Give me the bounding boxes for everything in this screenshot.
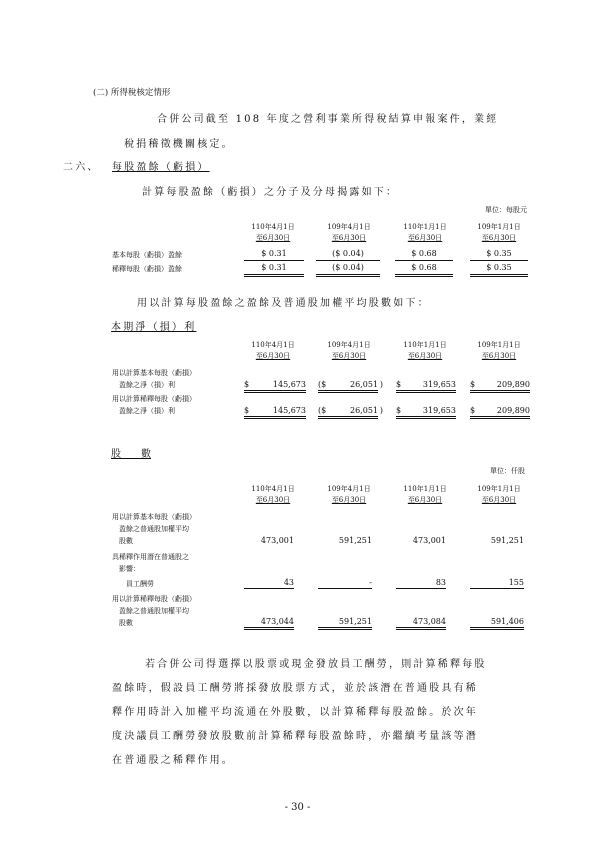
footer-para-line4: 度決議員工酬勞發放股數前計算稀釋每股盈餘時，亦繼續考量該等潛	[112, 731, 478, 742]
net-income-title: 本期淨（損）利	[111, 322, 197, 333]
shares-title: 股 數	[111, 449, 151, 460]
sh-row1-cell-2	[318, 536, 372, 546]
ni-col-header-3: 110年1月1日 至6月30日	[403, 341, 447, 360]
currency-symbol: $	[396, 380, 402, 389]
sh-row4-label-line1: 用以計算稀釋每股（虧損）	[112, 595, 196, 603]
ni-diluted-value-3: 319,653	[422, 406, 456, 415]
sh-row4-cell-3	[396, 617, 446, 630]
currency-symbol: $	[244, 406, 250, 415]
ni-diluted-value-2: 26,051	[350, 406, 378, 415]
footer-para-line3: 釋作用時計入加權平均流通在外股數，以計算稀釋每股盈餘。於次年	[112, 707, 478, 718]
ni-diluted-value-4: 209,890	[496, 406, 530, 415]
ni-basic-cell-1	[244, 380, 306, 393]
sh-row3-cell-1	[244, 578, 294, 589]
sh-row4-cell-1	[244, 617, 294, 630]
weighted-intro: 用以計算每股盈餘之盈餘及普通股加權平均股數如下：	[137, 298, 430, 309]
sh-col-header-3: 110年1月1日 至6月30日	[403, 485, 447, 504]
sh-row1-label-line1: 用以計算基本每股（虧損）	[112, 513, 196, 521]
sh-row2-label-line2: 影響：	[119, 565, 140, 573]
currency-symbol: $	[470, 406, 476, 415]
eps-col-header-2: 109年4月1日 至6月30日	[327, 223, 371, 242]
ni-diluted-value-1: 145,673	[272, 406, 306, 415]
eps-basic-value-1: $ 0.31	[261, 249, 287, 258]
sh-row1-value-1: 473,001	[260, 536, 294, 545]
sh-row3-value-1: 43	[283, 578, 294, 587]
ni-basic-value-1: 145,673	[272, 380, 306, 389]
eps-basic-value-3: $ 0.68	[411, 249, 437, 258]
eps-col-header-3: 110年1月1日 至6月30日	[403, 223, 447, 242]
eps-basic-value-4: $ 0.35	[486, 249, 512, 258]
sh-row3-value-3: 83	[435, 578, 446, 587]
sh-row4-value-3: 473,084	[412, 617, 446, 626]
eps-basic-value-2: ($ 0.04)	[332, 249, 364, 258]
eps-diluted-dblline-2	[316, 274, 380, 277]
sh-row3-label: 員工酬勞	[126, 580, 154, 588]
ni-diluted-cell-2: ($ 26,051 )	[318, 406, 378, 419]
eps-unit: 單位：每股元	[485, 206, 527, 214]
sh-col-header-1: 110年4月1日 至6月30日	[251, 485, 295, 504]
ni-row-diluted-label-line1: 用以計算稀釋每股（虧損）	[112, 395, 196, 403]
sh-row4-value-4: 591,406	[490, 617, 524, 626]
sh-row4-cell-2	[318, 617, 372, 630]
sh-row1-value-3: 473,001	[412, 536, 446, 545]
sh-row3-cell-2	[318, 578, 372, 589]
ni-basic-cell-3	[396, 380, 456, 393]
eps-basic-underline-4	[470, 260, 528, 261]
ni-col-header-2: 109年4月1日 至6月30日	[327, 341, 371, 360]
ni-diluted-cell-4	[470, 406, 530, 419]
sh-row4-cell-4	[470, 617, 524, 630]
page-number: - 30 -	[284, 802, 311, 813]
eps-diluted-dblline-4	[470, 274, 528, 277]
section-26-number: 二六、	[63, 162, 100, 173]
eps-basic-underline-2	[316, 260, 380, 261]
currency-symbol: $	[470, 380, 476, 389]
section-ii-paragraph-line1: 合併公司截至 108 年度之營利事業所得稅結算申報案件，業經	[157, 114, 499, 125]
sh-row4-label-line2: 盈餘之普通股加權平均	[119, 607, 189, 615]
ni-diluted-cell-1	[244, 406, 306, 419]
sh-row1-label-line3: 股數	[119, 537, 133, 545]
sh-row3-value-4: 155	[508, 578, 524, 587]
sh-row1-cell-3	[396, 536, 446, 546]
ni-row-basic-label-line2: 盈餘之淨（損）利	[119, 381, 175, 389]
eps-diluted-dblline-1	[244, 274, 304, 277]
sh-row4-value-1: 473,044	[260, 617, 294, 626]
ni-col-header-4: 109年1月1日 至6月30日	[477, 341, 521, 360]
ni-col-header-1: 110年4月1日 至6月30日	[251, 341, 295, 360]
ni-basic-cell-4	[470, 380, 530, 393]
sh-col-header-2: 109年4月1日 至6月30日	[327, 485, 371, 504]
ni-basic-value-2: 26,051	[350, 380, 378, 389]
sh-row4-value-2: 591,251	[338, 617, 372, 626]
shares-unit: 單位：仟股	[490, 467, 525, 475]
sh-row1-value-4: 591,251	[490, 536, 524, 545]
eps-basic-underline-3	[395, 260, 453, 261]
eps-basic-underline-1	[244, 260, 304, 261]
sh-row1-cell-1	[244, 536, 294, 546]
eps-diluted-value-2: ($ 0.04)	[332, 263, 364, 272]
eps-diluted-dblline-3	[395, 274, 453, 277]
section-26-title: 每股盈餘（虧損）	[112, 162, 210, 173]
eps-diluted-value-3: $ 0.68	[411, 263, 437, 272]
currency-symbol: $	[244, 380, 250, 389]
ni-row-basic-label-line1: 用以計算基本每股（虧損）	[112, 369, 196, 377]
currency-symbol: $	[321, 406, 327, 415]
ni-row-diluted-label-line2: 盈餘之淨（損）利	[119, 407, 175, 415]
sh-row1-cell-4	[470, 536, 524, 546]
ni-basic-value-4: 209,890	[496, 380, 530, 389]
sh-row2-label-line1: 具稀釋作用潛在普通股之	[112, 553, 189, 561]
eps-diluted-value-4: $ 0.35	[486, 263, 512, 272]
sh-row1-value-2: 591,251	[338, 536, 372, 545]
ni-basic-value-3: 319,653	[422, 380, 456, 389]
sh-row1-label-line2: 盈餘之普通股加權平均	[119, 525, 189, 533]
sh-row3-cell-4	[470, 578, 524, 589]
eps-diluted-value-1: $ 0.31	[261, 263, 287, 272]
sh-row3-value-2: -	[369, 578, 372, 587]
eps-intro: 計算每股盈餘（虧損）之分子及分母揭露如下：	[142, 187, 399, 198]
sh-col-header-4: 109年1月1日 至6月30日	[477, 485, 521, 504]
eps-row-basic-label: 基本每股（虧損）盈餘	[112, 251, 182, 259]
eps-row-diluted-label: 稀釋每股（虧損）盈餘	[112, 265, 182, 273]
section-ii-paragraph-line2: 稅捐稽徵機關核定。	[124, 139, 234, 150]
eps-col-header-4: 109年1月1日 至6月30日	[477, 223, 521, 242]
currency-symbol: $	[321, 380, 327, 389]
ni-basic-cell-2: ($ 26,051 )	[318, 380, 378, 393]
footer-para-line1: 若合併公司得選擇以股票或現金發放員工酬勞，則計算稀釋每股	[145, 659, 487, 670]
sh-row4-label-line3: 股數	[119, 619, 133, 627]
section-ii-title: (二) 所得稅核定情形	[93, 88, 171, 98]
eps-col-header-1: 110年4月1日 至6月30日	[251, 223, 295, 242]
currency-symbol: $	[396, 406, 402, 415]
ni-diluted-cell-3	[396, 406, 456, 419]
footer-para-line2: 盈餘時，假設員工酬勞將採發放股票方式，並於該潛在普通股具有稀	[112, 683, 478, 694]
sh-row3-cell-3	[396, 578, 446, 589]
footer-para-line5: 在普通股之稀釋作用。	[112, 755, 234, 766]
